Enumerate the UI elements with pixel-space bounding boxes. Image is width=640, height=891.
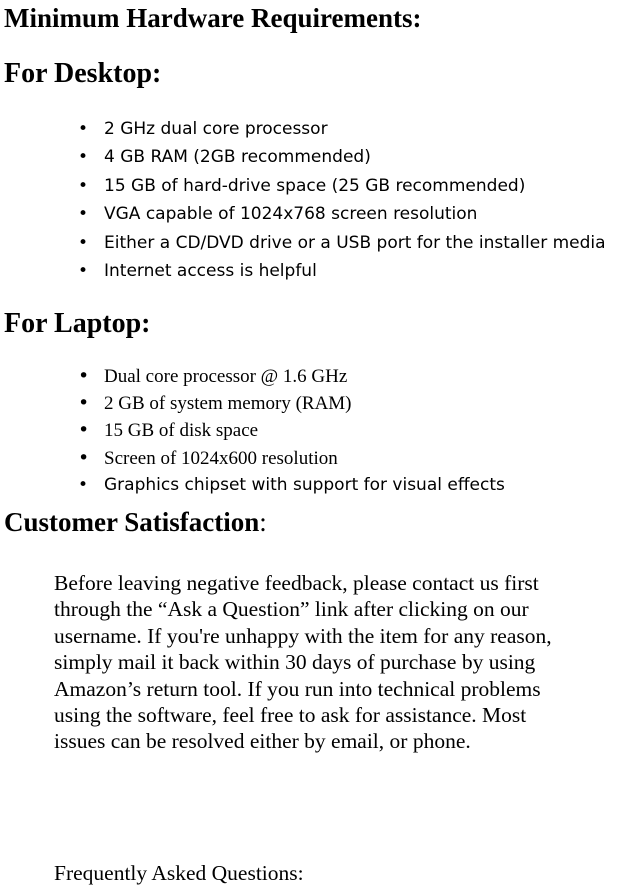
list-item: • Internet access is helpful	[78, 257, 606, 285]
heading-colon: :	[259, 507, 267, 537]
desktop-section-heading: For Desktop:	[4, 58, 162, 89]
laptop-requirements-list	[78, 363, 505, 499]
list-item: • 15 GB of disk space	[78, 417, 505, 444]
desktop-requirements-list	[78, 115, 606, 285]
list-item: • Dual core processor @ 1.6 GHz	[78, 363, 505, 390]
list-item: • Graphics chipset with support for visual effects	[78, 472, 505, 499]
faq-heading: Frequently Asked Questions:	[54, 861, 304, 885]
list-item: • VGA capable of 1024x768 screen resolution	[78, 200, 606, 228]
list-item: • Screen of 1024x600 resolution	[78, 445, 505, 472]
list-item: • 4 GB RAM (2GB recommended)	[78, 143, 606, 171]
laptop-section-heading: For Laptop:	[4, 308, 151, 339]
customer-satisfaction-heading-text: Customer Satisfaction	[4, 507, 260, 537]
page-title: Minimum Hardware Requirements:	[4, 3, 422, 33]
list-item: • 15 GB of hard-drive space (25 GB recommended)	[78, 172, 606, 200]
list-item: • Either a CD/DVD drive or a USB port for the installer media	[78, 229, 606, 257]
list-item: • 2 GHz dual core processor	[78, 115, 606, 143]
customer-satisfaction-paragraph: Before leaving negative feedback, please contact us first through the “Ask a Question” link after clicking on our username. If you're unhappy with the item for any reason, simply mail it back within 30 days of purchase by using Amazon’s return tool. If you run into technical problems using the software, feel free to ask for assistance. Most issues can be resolved either by email, or phone.	[54, 571, 552, 754]
customer-satisfaction-heading	[4, 504, 267, 540]
list-item: • 2 GB of system memory (RAM)	[78, 390, 505, 417]
